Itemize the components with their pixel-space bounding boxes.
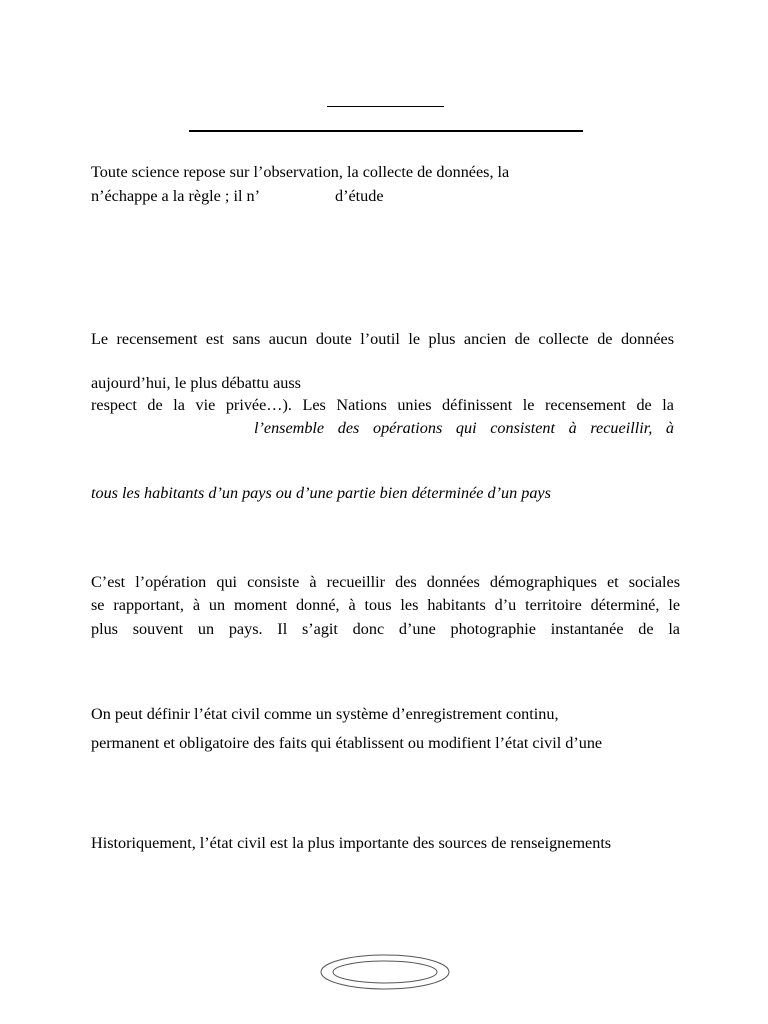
title-underline-long xyxy=(189,130,583,132)
paragraph-1-line-2a: n’échappe a la règle ; il n’ xyxy=(91,187,260,205)
paragraph-3-line-2: se rapportant, à un moment donné, à tous les habitants d’u territoire déterminé, le xyxy=(91,596,680,614)
paragraph-1-line-2b: d’étude xyxy=(335,187,384,205)
paragraph-3-line-3: plus souvent un pays. Il s’agit donc d’une photographie instantanée de la xyxy=(91,620,680,638)
footer-ornament-frame xyxy=(320,953,450,991)
title-underline-short xyxy=(327,106,444,107)
paragraph-2-line-4: l’ensemble des opérations qui consistent à recueillir, à xyxy=(254,419,674,437)
paragraph-2-line-1: Le recensement est sans aucun doute l’outil le plus ancien de collecte de données xyxy=(91,330,674,348)
paragraph-2-line-2: aujourd’hui, le plus débattu auss xyxy=(91,374,301,392)
paragraph-2-line-3: respect de la vie privée…). Les Nations unies définissent le recensement de la xyxy=(91,396,674,414)
paragraph-4-line-2: permanent et obligatoire des faits qui établissent ou modifient l’état civil d’une xyxy=(91,734,603,752)
paragraph-1-line-1: Toute science repose sur l’observation, la collecte de données, la xyxy=(91,163,510,181)
paragraph-3-line-1: C’est l’opération qui consiste à recueillir des données démographiques et sociales xyxy=(91,573,680,591)
paragraph-4-line-1: On peut définir l’état civil comme un système d’enregistrement continu, xyxy=(91,705,559,723)
paragraph-2-line-5: tous les habitants d’un pays ou d’une partie bien déterminée d’un pays xyxy=(91,484,551,502)
paragraph-5-line-1: Historiquement, l’état civil est la plus importante des sources de renseignements xyxy=(91,834,612,852)
